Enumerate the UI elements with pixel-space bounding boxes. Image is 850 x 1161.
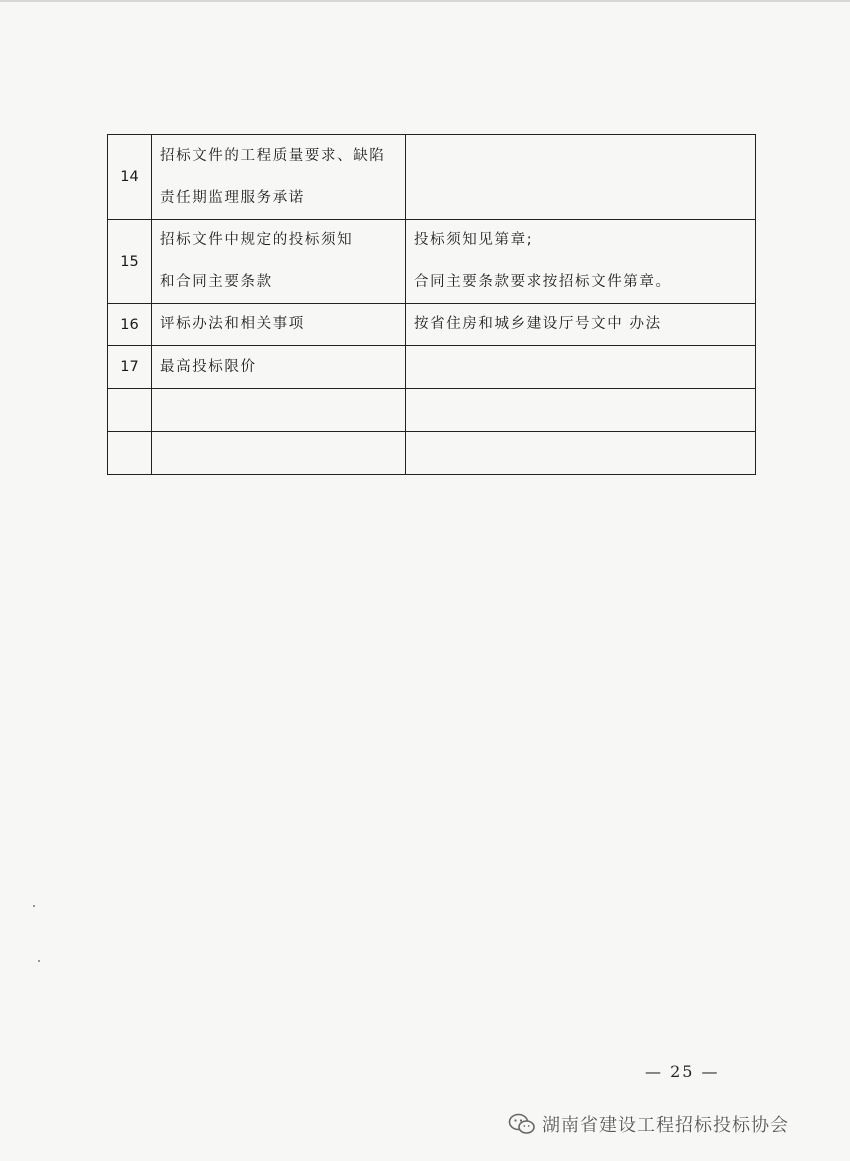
content-text: 按省住房和城乡建设厅号文中 办法: [414, 316, 662, 332]
scan-speck: [33, 905, 35, 907]
bid-items-table: [107, 134, 756, 475]
item-text: 责任期监理服务承诺: [160, 189, 305, 206]
row-number: [108, 432, 152, 475]
table-row: [108, 135, 756, 220]
watermark: [508, 1108, 843, 1140]
content-cell: [406, 220, 756, 304]
item-text: 评标办法和相关事项: [160, 316, 305, 332]
table-row: [108, 389, 756, 432]
row-number: 16: [108, 304, 152, 346]
item-cell: [152, 432, 406, 475]
content-text: 投标须知见第章;: [414, 232, 534, 248]
content-cell: [406, 304, 756, 346]
table-row: [108, 304, 756, 346]
table-row: [108, 346, 756, 389]
item-text: 和合同主要条款: [160, 274, 273, 290]
content-text: 合同主要条款要求按招标文件第章。: [414, 274, 672, 290]
item-cell: [152, 304, 406, 346]
scan-speck: [38, 960, 40, 962]
row-number: [108, 389, 152, 432]
content-cell: [406, 346, 756, 389]
item-cell: [152, 220, 406, 304]
row-number: 17: [108, 346, 152, 389]
item-text: 招标文件中规定的投标须知: [160, 232, 354, 248]
content-cell: [406, 432, 756, 475]
table-row: [108, 220, 756, 304]
item-cell: [152, 346, 406, 389]
page-number: — 25 —: [645, 1062, 720, 1081]
page-top-edge: [0, 0, 850, 2]
item-text: 招标文件的工程质量要求、缺陷: [160, 147, 386, 164]
wechat-icon: [508, 1112, 536, 1136]
content-cell: [406, 389, 756, 432]
row-number: 14: [108, 135, 152, 220]
table-row: [108, 432, 756, 475]
item-cell: [152, 389, 406, 432]
watermark-text: 湖南省建设工程招标投标协会: [542, 1115, 789, 1136]
item-text: 最高投标限价: [160, 358, 257, 375]
row-number: 15: [108, 220, 152, 304]
item-cell: [152, 135, 406, 220]
content-cell: [406, 135, 756, 220]
